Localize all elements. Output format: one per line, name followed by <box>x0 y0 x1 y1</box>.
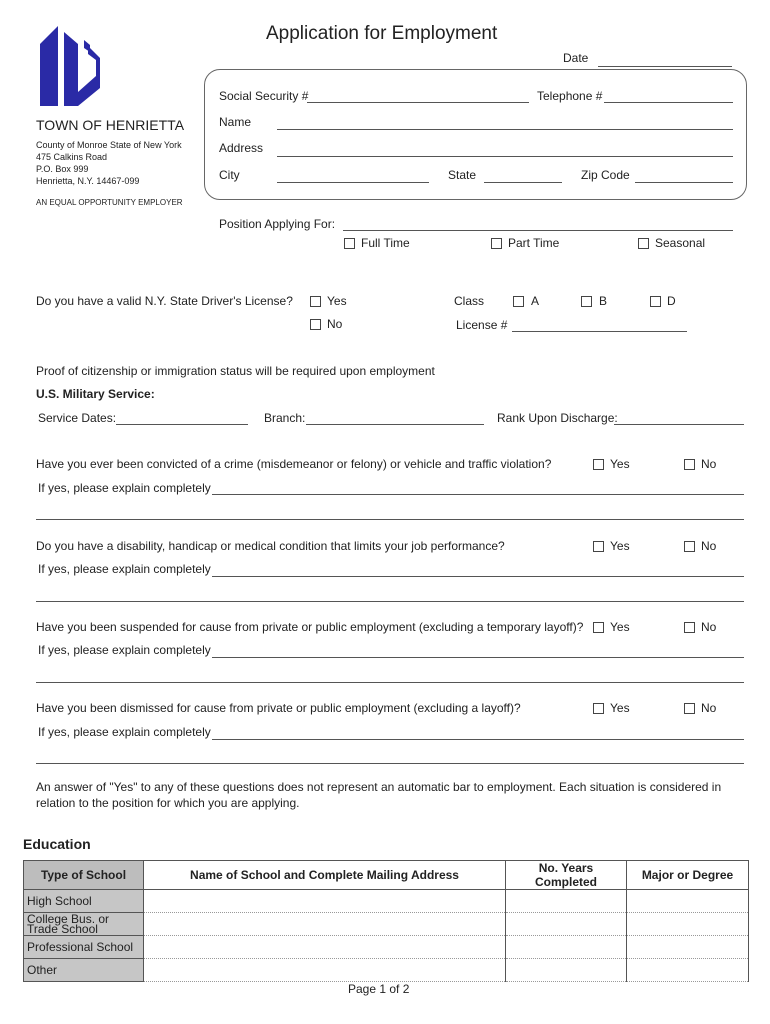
citizenship-note: Proof of citizenship or immigration status will be required upon employment <box>36 364 435 378</box>
years-completed-cell[interactable] <box>506 890 627 913</box>
table-header-row <box>24 861 749 890</box>
address-field[interactable] <box>277 156 733 157</box>
disclaimer-line-2: relation to the position for which you are applying. <box>36 796 300 810</box>
org-address-line: P.O. Box 999 <box>36 164 89 174</box>
page-number: Page 1 of 2 <box>348 982 410 996</box>
table-row <box>24 913 749 936</box>
position-label: Position Applying For: <box>219 217 336 231</box>
major-degree-cell[interactable] <box>627 913 749 936</box>
major-degree-cell[interactable] <box>627 936 749 959</box>
years-completed-cell[interactable] <box>506 936 627 959</box>
question-dismissed: Have you been dismissed for cause from private or public employment (excluding a layoff)? <box>36 701 521 715</box>
disability-explain-field[interactable] <box>212 576 744 577</box>
school-type-cell: High School <box>24 890 144 913</box>
license-number-label: License # <box>456 318 508 332</box>
suspended-explain-field-2[interactable] <box>36 682 744 683</box>
convicted-yes-label: Yes <box>610 457 630 471</box>
position-field[interactable] <box>343 230 733 231</box>
class-b-checkbox[interactable] <box>581 296 592 307</box>
dismissed-no-checkbox[interactable] <box>684 703 695 714</box>
class-a-label: A <box>531 294 540 308</box>
branch-label: Branch: <box>264 411 306 425</box>
rank-field[interactable] <box>614 424 744 425</box>
telephone-label: Telephone # <box>537 89 603 103</box>
class-a-checkbox[interactable] <box>513 296 524 307</box>
part-time-checkbox[interactable] <box>491 238 502 249</box>
town-logo <box>38 24 100 108</box>
years-completed-cell[interactable] <box>506 959 627 982</box>
full-time-label: Full Time <box>361 236 410 250</box>
dismissed-yes-checkbox[interactable] <box>593 703 604 714</box>
org-address-line: County of Monroe State of New York <box>36 140 182 150</box>
table-row <box>24 959 749 982</box>
service-dates-field[interactable] <box>116 424 248 425</box>
class-b-label: B <box>599 294 608 308</box>
city-field[interactable] <box>277 182 429 183</box>
eoe-statement: AN EQUAL OPPORTUNITY EMPLOYER <box>36 198 183 207</box>
school-type-cell: College Bus. or Trade School <box>24 913 144 936</box>
dismissed-yes-label: Yes <box>610 701 630 715</box>
org-name: TOWN OF HENRIETTA <box>36 117 185 133</box>
dismissed-explain-label: If yes, please explain completely <box>38 725 211 739</box>
telephone-field[interactable] <box>604 102 733 103</box>
question-convicted: Have you ever been convicted of a crime (misdemeanor or felony) or vehicle and traffic violation? <box>36 457 552 471</box>
license-yes-checkbox[interactable] <box>310 296 321 307</box>
date-field[interactable] <box>598 66 732 67</box>
name-field[interactable] <box>277 129 733 130</box>
major-degree-cell[interactable] <box>627 959 749 982</box>
class-d-checkbox[interactable] <box>650 296 661 307</box>
disability-no-checkbox[interactable] <box>684 541 695 552</box>
service-dates-label: Service Dates: <box>38 411 117 425</box>
license-no-checkbox[interactable] <box>310 319 321 330</box>
column-header: Name of School and Complete Mailing Address <box>144 861 506 890</box>
school-address-cell[interactable] <box>144 890 506 913</box>
license-question: Do you have a valid N.Y. State Driver's License? <box>36 294 293 308</box>
seasonal-label: Seasonal <box>655 236 706 250</box>
disability-no-label: No <box>701 539 717 553</box>
school-address-cell[interactable] <box>144 959 506 982</box>
school-address-cell[interactable] <box>144 936 506 959</box>
disability-explain-label: If yes, please explain completely <box>38 562 211 576</box>
rank-label: Rank Upon Discharge: <box>497 411 618 425</box>
license-no-label: No <box>327 317 343 331</box>
convicted-explain-field[interactable] <box>212 494 744 495</box>
dismissed-explain-field[interactable] <box>212 739 744 740</box>
class-label: Class <box>454 294 485 308</box>
years-completed-cell[interactable] <box>506 913 627 936</box>
convicted-explain-field-2[interactable] <box>36 519 744 520</box>
zip-label: Zip Code <box>581 168 630 182</box>
suspended-explain-field[interactable] <box>212 657 744 658</box>
table-row <box>24 936 749 959</box>
column-header: Type of School <box>24 861 144 890</box>
education-heading: Education <box>23 836 91 852</box>
suspended-explain-label: If yes, please explain completely <box>38 643 211 657</box>
suspended-yes-checkbox[interactable] <box>593 622 604 633</box>
ssn-label: Social Security # <box>219 89 309 103</box>
state-label: State <box>448 168 477 182</box>
class-d-label: D <box>667 294 676 308</box>
disclaimer-line-1: An answer of "Yes" to any of these questions does not represent an automatic bar to employment. Each situation is considered in <box>36 780 722 794</box>
convicted-no-label: No <box>701 457 717 471</box>
major-degree-cell[interactable] <box>627 890 749 913</box>
suspended-no-label: No <box>701 620 717 634</box>
disability-yes-label: Yes <box>610 539 630 553</box>
part-time-label: Part Time <box>508 236 560 250</box>
city-label: City <box>219 168 240 182</box>
school-type-cell: Other <box>24 959 144 982</box>
military-heading: U.S. Military Service: <box>36 387 155 401</box>
disability-yes-checkbox[interactable] <box>593 541 604 552</box>
column-header: Major or Degree <box>627 861 749 890</box>
zip-field[interactable] <box>635 182 733 183</box>
full-time-checkbox[interactable] <box>344 238 355 249</box>
state-field[interactable] <box>484 182 562 183</box>
question-disability: Do you have a disability, handicap or medical condition that limits your job performance? <box>36 539 505 553</box>
page-title: Application for Employment <box>266 23 498 44</box>
school-type-cell: Professional School <box>24 936 144 959</box>
convicted-no-checkbox[interactable] <box>684 459 695 470</box>
convicted-yes-checkbox[interactable] <box>593 459 604 470</box>
column-header: No. Years Completed <box>506 861 627 890</box>
question-suspended: Have you been suspended for cause from private or public employment (excluding a temporary layoff)? <box>36 620 584 634</box>
org-address-line: Henrietta, N.Y. 14467-099 <box>36 176 140 186</box>
convicted-explain-label: If yes, please explain completely <box>38 481 211 495</box>
dismissed-no-label: No <box>701 701 717 715</box>
school-address-cell[interactable] <box>144 913 506 936</box>
address-label: Address <box>219 141 264 155</box>
name-label: Name <box>219 115 252 129</box>
table-row <box>24 890 749 913</box>
disability-explain-field-2[interactable] <box>36 601 744 602</box>
dismissed-explain-field-2[interactable] <box>36 763 744 764</box>
org-address-line: 475 Calkins Road <box>36 152 108 162</box>
education-table <box>23 860 749 982</box>
ssn-field[interactable] <box>307 102 529 103</box>
suspended-yes-label: Yes <box>610 620 630 634</box>
license-yes-label: Yes <box>327 294 347 308</box>
branch-field[interactable] <box>306 424 484 425</box>
seasonal-checkbox[interactable] <box>638 238 649 249</box>
license-number-field[interactable] <box>512 331 687 332</box>
date-label: Date <box>563 51 589 65</box>
suspended-no-checkbox[interactable] <box>684 622 695 633</box>
